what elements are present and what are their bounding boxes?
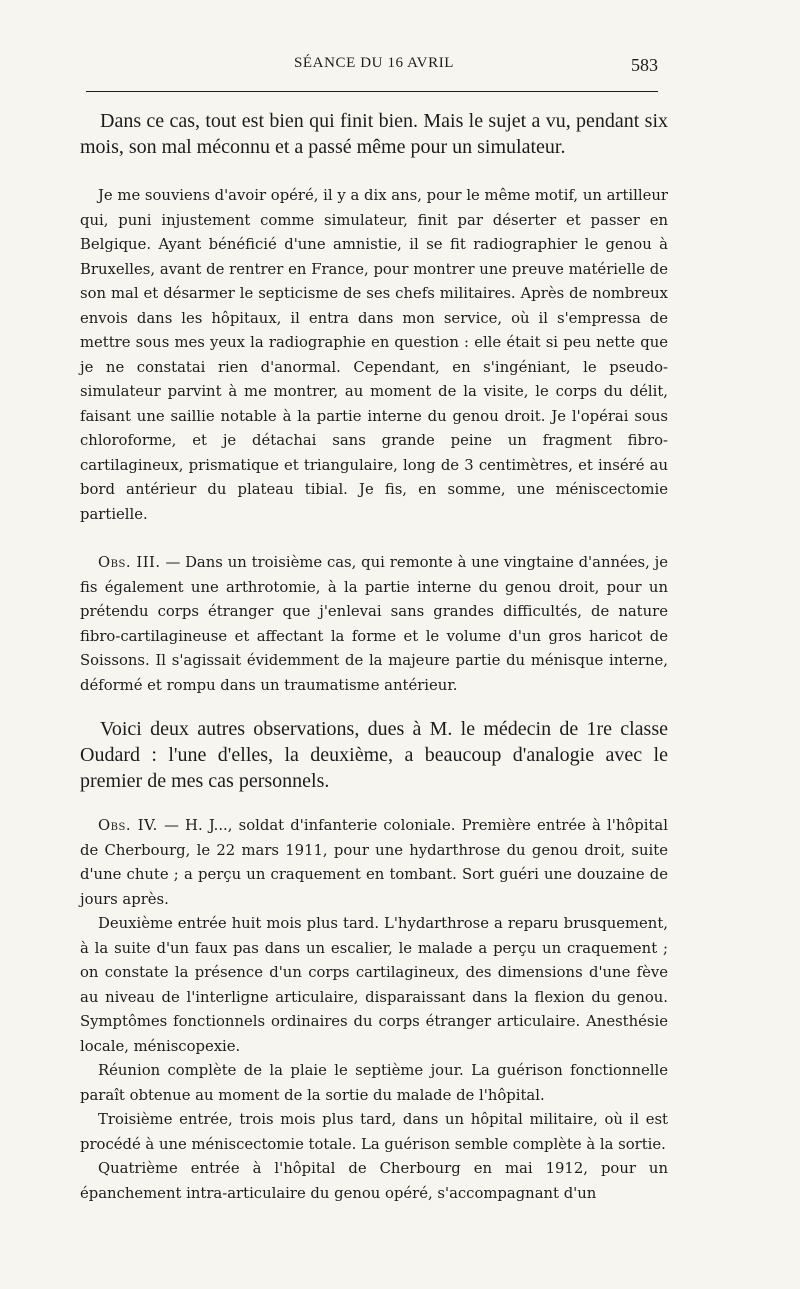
paragraph-second-entry: Deuxième entrée huit mois plus tard. L'hydarthrose a reparu brusquement, à la suite d'un faux pas dans un escalier, le malade a perçu un craquement ; on constate la présence d'un corps cartilagineux, des dimensions d'une fève au niveau de l'interligne articulaire, disparaissant dans la flexion du genou. Symptômes fonctionnels ordinaires du corps étranger articulaire. Anesthésie locale, méniscopexie. xyxy=(80,915,668,1055)
paragraph-observation-3 xyxy=(80,551,668,698)
page-number: 583 xyxy=(631,55,658,75)
paragraph-conclusion: Dans ce cas, tout est bien qui finit bien. Mais le sujet a vu, pendant six mois, son mal méconnu et a passé même pour un simulateur. xyxy=(80,110,668,158)
paragraph-reunion: Réunion complète de la plaie le septième jour. La guérison fonctionnelle paraît obtenue au moment de la sortie du malade de l'hôpital. xyxy=(80,1062,668,1104)
paragraph-artilleur-case: Je me souviens d'avoir opéré, il y a dix ans, pour le même motif, un artilleur qui, puni injustement comme simulateur, finit par déserter et passer en Belgique. Ayant bénéficié d'une amnistie, il se fit radiographier le genou à Bruxelles, avant de rentrer en France, pour montrer une preuve matérielle de son mal et désarmer le septicisme de ses chefs militaires. Après de nombreux envois dans les hôpitaux, il entra dans mon service, où il s'empressa de mettre sous mes yeux la radiographie en question : elle était si peu nette que je ne constatai rien d'anormal. Cependant, en s'ingéniant, le pseudo-simulateur parvint à me montrer, au moment de la visite, le corps du délit, faisant une saillie notable à la partie interne du genou droit. Je l'opérai sous chloroforme, et je détachai sans grande peine un fragment fibro-cartilagineux, prismatique et triangulaire, long de 3 centimètres, et inséré au bord antérieur du plateau tibial. Je fis, en somme, une méniscectomie partielle. xyxy=(80,187,668,523)
observation-text: — Dans un troisième cas, qui remonte à une vingtaine d'années, je fis également une arthrotomie, à la partie interne du genou droit, pour un prétendu corps étranger que j'enlevai sans grandes difficultés, de nature fibro-cartilagineuse et affectant la forme et le volume d'un gros haricot de Soissons. Il s'agissait évidemment de la majeure partie du ménisque interne, déformé et rompu dans un traumatisme antérieur. xyxy=(80,554,668,694)
running-title: SÉANCE DU 16 AVRIL xyxy=(293,55,455,71)
paragraph-oudard-intro: Voici deux autres observations, dues à M. le médecin de 1re classe Oudard : l'une d'elles, la deuxième, a beaucoup d'analogie avec le premier de mes cas personnels. xyxy=(80,718,668,792)
observation-text: — H. J..., soldat d'infanterie coloniale. Première entrée à l'hôpital de Cherbourg, le 22 mars 1911, pour une hydarthrose du genou droit, suite d'une chute ; a perçu un craquement en tombant. Sort guéri une douzaine de jours après. xyxy=(80,817,668,908)
header-rule xyxy=(86,91,658,92)
observation-label: Obs. IV. xyxy=(98,817,158,834)
page-header xyxy=(80,50,668,76)
paragraph-fourth-entry: Quatrième entrée à l'hôpital de Cherbourg en mai 1912, pour un épanchement intra-articulaire du genou opéré, s'accompagnant d'un xyxy=(80,1160,668,1202)
page xyxy=(80,50,668,1206)
paragraph-third-entry: Troisième entrée, trois mois plus tard, dans un hôpital militaire, où il est procédé à une méniscectomie totale. La guérison semble complète à la sortie. xyxy=(80,1111,668,1153)
observation-label: Obs. III. xyxy=(98,554,161,571)
paragraph-observation-4 xyxy=(80,814,668,912)
